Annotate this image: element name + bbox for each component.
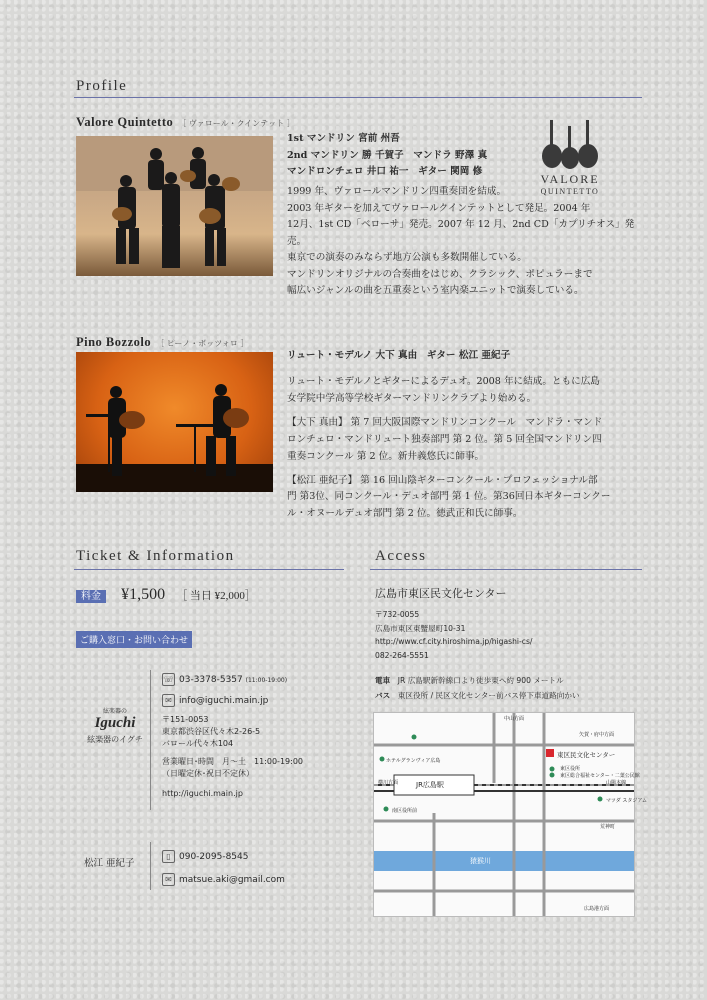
member-mandola: マンドラ 野澤 真 — [413, 149, 488, 161]
valore-bio-line: 1999 年、ヴァロールマンドリン四重奏団を結成。 — [287, 186, 507, 197]
venue-name: 広島市東区民文化センター — [375, 587, 507, 600]
phone-number[interactable]: 03-3378-5357 — [179, 675, 243, 685]
map-label: 東区役所 — [560, 766, 581, 772]
logo-valore-text: VALORE — [540, 172, 600, 186]
member-guitar: ギター 関岡 修 — [418, 166, 483, 177]
venue-line[interactable]: http://www.cf.city.hiroshima.jp/higashi-cs/ — [375, 637, 533, 647]
train-label: 電車 — [375, 676, 391, 685]
map-label: 横川方面 — [378, 780, 399, 786]
venue-info — [375, 608, 532, 662]
train-row — [375, 673, 580, 688]
valore-bio-line: マンドリンオリジナルの合奏曲をはじめ、クラシック、ポピュラーまで — [287, 268, 593, 280]
logo-quintetto-text: QUINTETTO — [540, 187, 600, 196]
address-line: 〒151-0053 — [162, 715, 209, 724]
pino-bio-line: 【松江 亜紀子】 第 16 回山陰ギターコンクール・プロフェッショナル部 — [287, 474, 598, 486]
email-link[interactable]: info@iguchi.main.jp — [179, 696, 269, 706]
valore-member-line-3 — [287, 164, 487, 181]
map-venue-label: 東区民文化センター — [557, 751, 616, 759]
address-line: バロール代々木104 — [162, 739, 234, 748]
valore-bio — [287, 184, 637, 300]
person-email-row — [162, 873, 285, 887]
ticket-rule — [74, 569, 344, 570]
profile-heading: Profile — [76, 78, 128, 94]
venue-line: 〒732-0055 — [375, 610, 420, 619]
hours-line: 営業曜日･時間 月〜土 11:00-19:00 — [162, 757, 303, 766]
address-line: 東京都渋谷区代々木2-26-5 — [162, 727, 261, 736]
pino-heading — [76, 331, 248, 350]
phone-icon: ☏ — [163, 675, 174, 684]
map-label: 南区役所前 — [392, 808, 418, 814]
valore-photo-figures — [76, 136, 273, 276]
map-river-label: 猿猴川 — [470, 857, 491, 865]
pino-title: Pino Bozzolo — [76, 335, 152, 349]
member-mandoloncello: マンドロンチェロ 井口 祐一 — [287, 166, 409, 177]
person-name: 松江 亜紀子 — [84, 858, 135, 869]
map-station-label: JR広島駅 — [416, 781, 444, 789]
bus-text: 東区役所 / 民区文化センター前バス停下車道路向かい — [397, 691, 580, 700]
pino-photo — [76, 352, 273, 492]
person-phone[interactable]: 090-2095-8545 — [179, 852, 249, 862]
access-rule — [370, 569, 642, 570]
valore-heading — [76, 111, 295, 130]
bus-label: バス — [375, 691, 391, 700]
valore-bio-line: 2003 年ギターを加えてヴァロールクインテットとして発足。2004 年 — [287, 202, 591, 214]
bus-row — [375, 688, 580, 703]
valore-member-line-1: 1st マンドリン 宮前 州吾 — [287, 133, 400, 144]
ticket-heading: Ticket & Information — [76, 548, 235, 564]
fee-tag: 料金 — [76, 590, 106, 603]
map-label: 山陽本線 — [606, 780, 627, 786]
divider — [150, 670, 151, 810]
map-label: 中山方面 — [504, 716, 525, 722]
iguchi-address — [162, 714, 303, 800]
map-label: 荒神町 — [600, 824, 616, 830]
iguchi-logo-tag: 絃楽器の — [102, 708, 127, 715]
pino-bio-line: 女学院中学高等学校ギターマンドリンクラブより始める。 — [287, 392, 537, 404]
phone-row — [162, 673, 303, 687]
valore-bio-line: 幅広いジャンルの曲を五重奏という室内楽ユニットで演奏している。 — [287, 285, 584, 296]
map-label: マツダ スタジアム — [606, 798, 648, 804]
valore-bio-line: 12月、1st CD「ベローサ」発売。2007 年 12 月、2nd CD「カプリチオス」発売。 — [287, 219, 635, 247]
pino-bio-line: ロンチェロ・マンドリュート独奏部門 第 2 位。第 5 回全国マンドリン四 — [287, 433, 602, 445]
access-map — [373, 712, 648, 917]
venue-line: 広島市東区東蟹屋町10-31 — [375, 623, 466, 633]
map-drawing — [374, 713, 634, 916]
person-phone-row — [162, 850, 285, 864]
inquiry-tag: ご購入窓口・お問い合わせ — [76, 631, 192, 648]
transport-info — [375, 673, 580, 703]
valore-photo — [76, 136, 273, 276]
pino-bio — [287, 374, 637, 523]
pino-bio-line: 重奏コンクール 第 2 位。新井義悠氏に師事。 — [287, 450, 485, 462]
divider — [150, 842, 151, 890]
iguchi-caption: 絃楽器のイグチ — [87, 735, 143, 744]
iguchi-logo-text: Iguchi — [94, 715, 136, 731]
mail-icon: ✉ — [162, 694, 175, 707]
pino-bio-line: 門 第3位、同コンクール・デュオ部門 第 1 位。第36回日本ギターコンクー — [287, 491, 611, 503]
phone-hours: (11:00-19:00) — [245, 677, 288, 684]
map-label: ホテルグランヴィア広島 — [386, 758, 441, 764]
member-2nd-mandolin: 2nd マンドリン 勝 千賀子 — [287, 149, 404, 161]
valore-member-line-2 — [287, 148, 487, 165]
person-email[interactable]: matsue.aki@gmail.com — [179, 875, 285, 885]
door-price: ［ 当日 ¥2,000］ — [176, 590, 256, 602]
valore-members — [287, 131, 487, 181]
mobile-phone-icon: ▯ — [162, 850, 175, 863]
pino-bio-line: 【大下 真由】 第 7 回大阪国際マンドリンコンクール マンドラ・マンド — [287, 416, 603, 428]
person-contact — [162, 850, 285, 887]
mail-icon: ✉ — [162, 873, 175, 886]
map-label: 広島港方面 — [584, 906, 610, 912]
url-link[interactable]: http://iguchi.main.jp — [162, 789, 243, 798]
mandolin-quintet-logo-icon — [530, 114, 610, 170]
train-text: JR 広島駅新幹線口より徒歩東へ約 900 メートル — [397, 676, 564, 685]
price: ¥1,500 — [121, 586, 166, 603]
price-row — [76, 584, 256, 604]
iguchi-logo — [84, 706, 146, 745]
valore-bio-line: 東京での演奏のみならず地方公演も多数開催している。 — [287, 252, 527, 263]
venue-line: 082-264-5551 — [375, 650, 429, 660]
iguchi-contact — [162, 673, 303, 800]
map-label: 東区総合福祉センター・二葉公民館 — [560, 773, 640, 779]
access-heading: Access — [375, 548, 427, 564]
valore-title: Valore Quintetto — [76, 115, 174, 129]
pino-bio-line: リュート・モデルノとギターによるデュオ。2008 年に結成。ともに広島 — [287, 376, 600, 387]
pino-members: リュート・モデルノ 大下 真由 ギター 松江 亜紀子 — [287, 350, 511, 361]
profile-rule — [74, 97, 642, 98]
pino-kana: ［ ピーノ・ボッツォロ ］ — [156, 339, 249, 348]
valore-kana: ［ ヴァロール・クインテット ］ — [178, 119, 295, 128]
pino-bio-line: ル・オヌールデュオ部門 第 2 位。徳武正和氏に師事。 — [287, 508, 523, 520]
pino-photo-figures — [76, 352, 273, 492]
hours-line: （日曜定休･祝日不定休） — [162, 769, 254, 778]
email-row — [162, 694, 303, 708]
map-label: 矢賀・府中方面 — [579, 732, 615, 738]
